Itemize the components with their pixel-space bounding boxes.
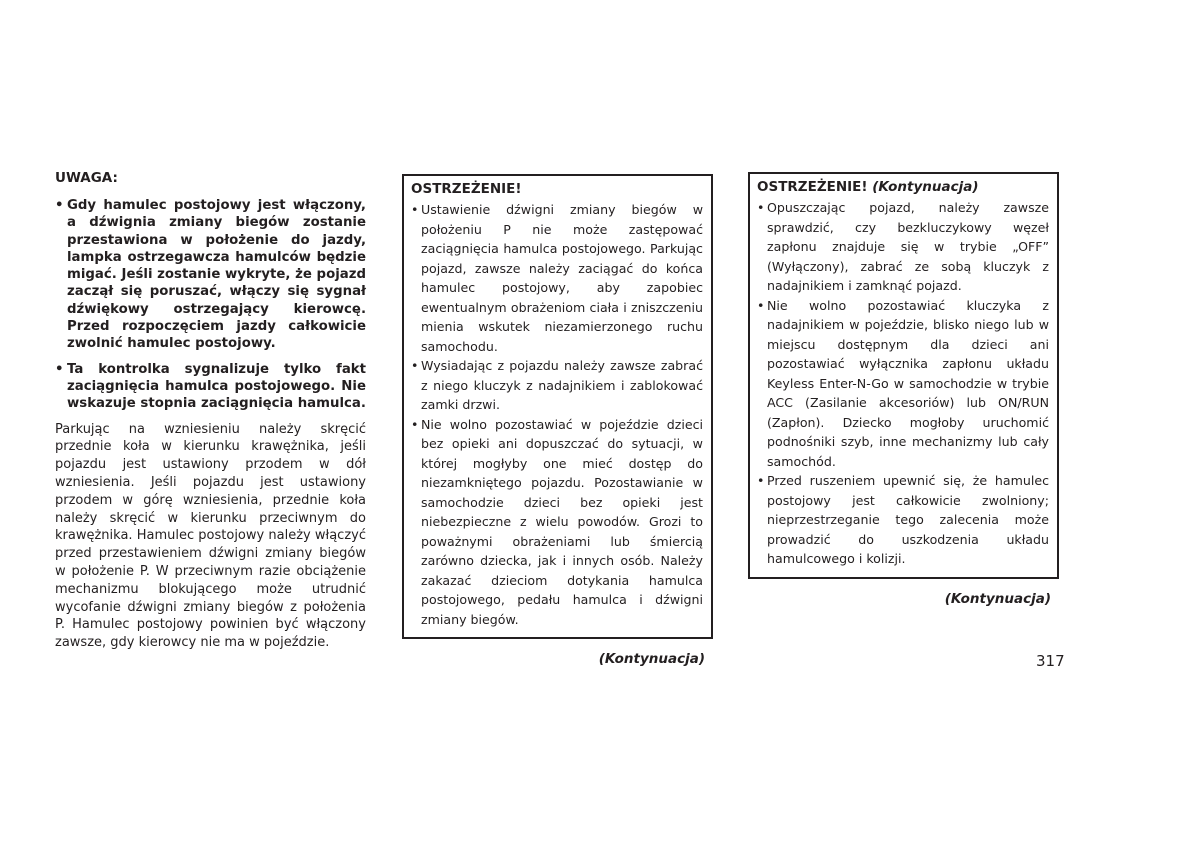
warning-title-text: OSTRZEŻENIE! <box>757 179 868 195</box>
warning-bullet: • Ustawienie dźwigni zmiany biegów w położeniu P nie może zastępować zaciągnięcia hamulca postojowego. Parkując pojazd, zawsze należy zaciągać do końca hamulec postojowy, aby zapobiec ewentualnym obrażeniom ciała i zniszczeniu mienia wskutek niezamierzonego ruchu samochodu. <box>411 200 703 356</box>
warning-title: OSTRZEŻENIE! <box>411 181 522 197</box>
warning-bullet-list <box>411 200 703 629</box>
warning-title-continued: (Kontynuacja) <box>872 179 979 195</box>
note-column <box>55 170 366 652</box>
continued-label: (Kontynuacja) <box>598 651 705 667</box>
warning-title <box>757 178 1049 196</box>
warning-bullet: • Przed ruszeniem upewnić się, że hamulec postojowy jest całkowicie zwolniony; nieprzestrzeganie tego zalecenia może prowadzić do uszkodzenia układu hamulcowego i kolizji. <box>757 471 1049 569</box>
parking-paragraph: Parkując na wzniesieniu należy skręcić przednie koła w kierunku krawężnika, jeśli pojazdu jest ustawiony przodem w dół wzniesienia. Jeśli pojazdu jest ustawiony przodem w górę wzniesienia, przednie koła należy skręcić w kierunku przeciwnym do krawężnika. Hamulec postojowy należy włączyć przed przestawieniem dźwigni zmiany biegów w położenie P. W przeciwnym razie obciążenie mechanizmu blokującego może utrudnić wycofanie dźwigni zmiany biegów z położenia P. Hamulec postojowy powinien być włączony zawsze, gdy kierowcy nie ma w pojeździe. <box>55 421 366 651</box>
warning-bullet: • Nie wolno pozostawiać w pojeździe dzieci bez opieki ani dopuszczać do sytuacji, w której mogłyby one mieć dostęp do niezamkniętego pojazdu. Pozostawianie w samochodzie dzieci bez opieki jest niebezpieczne z wielu powodów. Grozi to poważnymi obrażeniami lub śmiercią zarówno dziecka, jak i innych osób. Należy zakazać dzieciom dotykania hamulca postojowego, pedału hamulca i dźwigni zmiany biegów. <box>411 415 703 630</box>
note-bullet: • Gdy hamulec postojowy jest włączony, a dźwignia zmiany biegów zostanie przestawiona w położenie do jazdy, lampka ostrzegawcza hamulców będzie migać. Jeśli zostanie wykryte, że pojazd zaczął się poruszać, włączy się sygnał dźwiękowy ostrzegający kierowcę. Przed rozpoczęciem jazdy całkowicie zwolnić hamulec postojowy. <box>55 197 366 353</box>
warning-box <box>402 174 713 639</box>
note-bullet: • Ta kontrolka sygnalizuje tylko fakt zaciągnięcia hamulca postojowego. Nie wskazuje stopnia zaciągnięcia hamulca. <box>55 361 366 413</box>
warning-bullet-list <box>757 198 1049 569</box>
note-heading: UWAGA: <box>55 170 118 186</box>
warning-bullet: • Nie wolno pozostawiać kluczyka z nadajnikiem w pojeździe, blisko niego lub w miejscu dostępnym dla dzieci ani pozostawiać wyłącznika zapłonu układu Keyless Enter-N-Go w samochodzie w trybie ACC (Zasilanie akcesoriów) lub ON/RUN (Zapłon). Dziecko mogłoby uruchomić podnośniki szyb, inne mechanizmy lub cały samochód. <box>757 296 1049 472</box>
note-bullet-list <box>55 197 366 413</box>
warning-box <box>748 172 1059 579</box>
warning-column-middle <box>402 174 713 667</box>
page-number: 317 <box>1036 652 1065 670</box>
warning-bullet: • Opuszczając pojazd, należy zawsze sprawdzić, czy bezkluczykowy węzeł zapłonu znajduje się w trybie „OFF” (Wyłączony), zabrać ze sobą kluczyk z nadajnikiem i zamknąć pojazd. <box>757 198 1049 296</box>
warning-column-right <box>748 172 1059 607</box>
warning-bullet: • Wysiadając z pojazdu należy zawsze zabrać z niego kluczyk z nadajnikiem i zablokować zamki drzwi. <box>411 356 703 415</box>
continued-label: (Kontynuacja) <box>944 590 1051 607</box>
